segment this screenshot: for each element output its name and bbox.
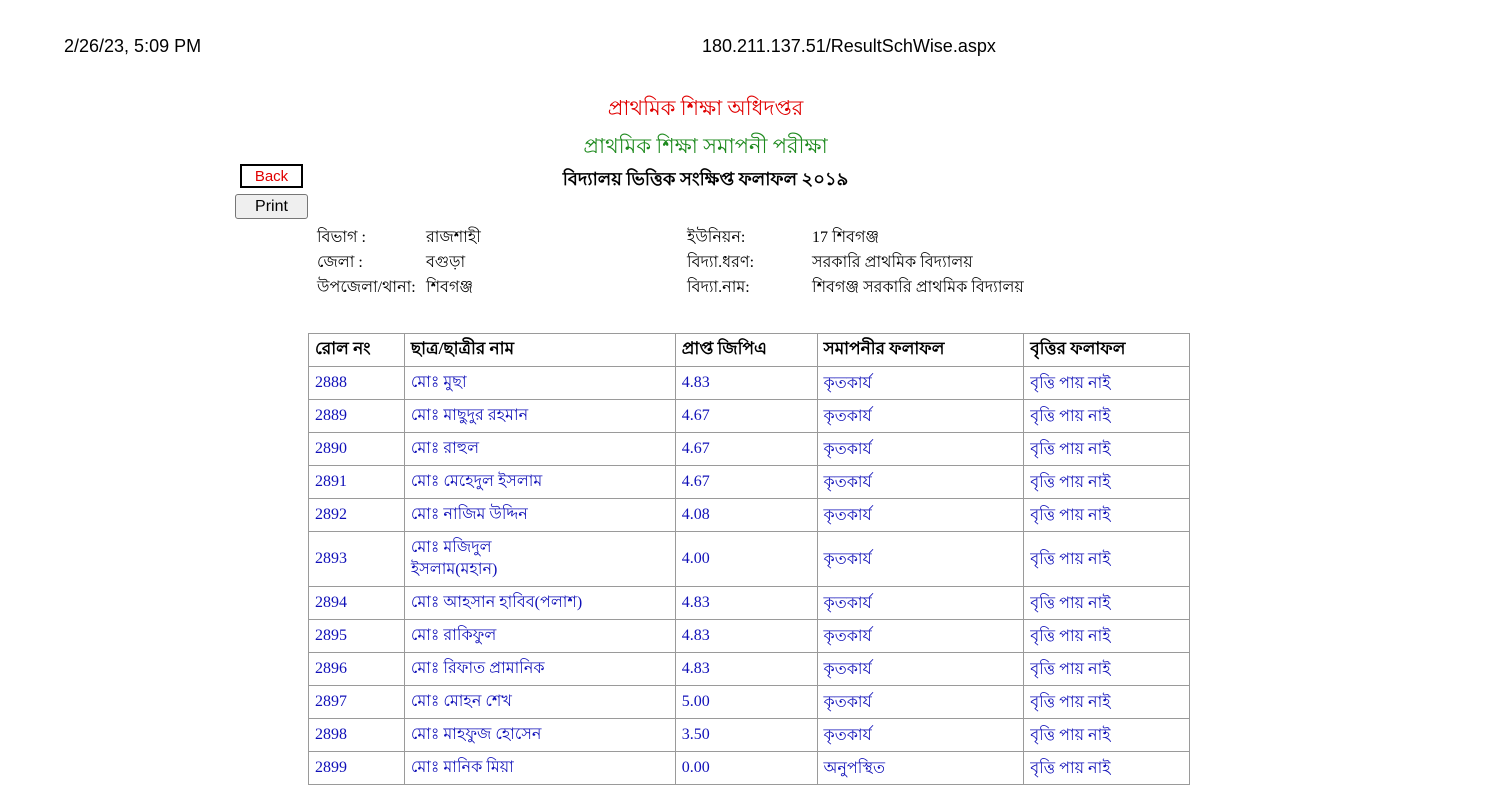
result-cell: কৃতকার্য <box>817 532 1024 587</box>
roll-cell: 2889 <box>309 400 405 433</box>
scholarship-cell: বৃত্তি পায় নাই <box>1024 719 1190 752</box>
scholarship-cell: বৃত্তি পায় নাই <box>1024 433 1190 466</box>
name-cell: মোঃ রাকিফুল <box>404 620 675 653</box>
roll-cell: 2892 <box>309 499 405 532</box>
scholarship-cell: বৃত্তি পায় নাই <box>1024 499 1190 532</box>
table-row <box>309 686 1190 719</box>
name-cell: মোঃ আহসান হাবিব(পলাশ) <box>404 587 675 620</box>
roll-cell: 2896 <box>309 653 405 686</box>
name-cell: মোঃ মজিদুল ইসলাম(মহান) <box>404 532 675 587</box>
results-table <box>308 333 1190 785</box>
table-row <box>309 719 1190 752</box>
union-value: 17 শিবগঞ্জ <box>812 229 880 246</box>
school-name-label: বিদ্যা.নাম: <box>687 279 750 296</box>
name-cell: মোঃ মেহেদুল ইসলাম <box>404 466 675 499</box>
name-cell: মোঃ মাহফুজ হোসেন <box>404 719 675 752</box>
gpa-cell: 4.83 <box>675 587 817 620</box>
school-type-value: সরকারি প্রাথমিক বিদ্যালয় <box>812 254 973 271</box>
division-value: রাজশাহী <box>426 229 481 246</box>
result-cell: কৃতকার্য <box>817 466 1024 499</box>
header-scholarship: বৃত্তির ফলাফল <box>1024 334 1190 367</box>
roll-cell: 2894 <box>309 587 405 620</box>
table-row <box>309 499 1190 532</box>
table-row <box>309 433 1190 466</box>
result-cell: অনুপস্থিত <box>817 752 1024 785</box>
gpa-cell: 4.67 <box>675 433 817 466</box>
table-row <box>309 620 1190 653</box>
school-name-value: শিবগঞ্জ সরকারি প্রাথমিক বিদ্যালয় <box>812 279 1024 296</box>
back-button[interactable]: Back <box>240 164 303 188</box>
roll-cell: 2888 <box>309 367 405 400</box>
roll-cell: 2890 <box>309 433 405 466</box>
print-button[interactable]: Print <box>235 194 308 219</box>
gpa-cell: 4.67 <box>675 466 817 499</box>
result-cell: কৃতকার্য <box>817 587 1024 620</box>
name-cell: মোঃ মোহন শেখ <box>404 686 675 719</box>
roll-cell: 2897 <box>309 686 405 719</box>
result-cell: কৃতকার্য <box>817 686 1024 719</box>
union-label: ইউনিয়ন: <box>687 229 746 246</box>
result-cell: কৃতকার্য <box>817 620 1024 653</box>
upazila-label: উপজেলা/থানা: <box>317 279 416 296</box>
name-cell: মোঃ নাজিম উদ্দিন <box>404 499 675 532</box>
scholarship-cell: বৃত্তি পায় নাই <box>1024 367 1190 400</box>
scholarship-cell: বৃত্তি পায় নাই <box>1024 752 1190 785</box>
result-cell: কৃতকার্য <box>817 499 1024 532</box>
gpa-cell: 4.83 <box>675 653 817 686</box>
scholarship-cell: বৃত্তি পায় নাই <box>1024 620 1190 653</box>
scholarship-cell: বৃত্তি পায় নাই <box>1024 587 1190 620</box>
district-label: জেলা : <box>317 254 363 271</box>
roll-cell: 2898 <box>309 719 405 752</box>
gpa-cell: 4.83 <box>675 620 817 653</box>
gpa-cell: 4.00 <box>675 532 817 587</box>
district-value: বগুড়া <box>426 254 466 271</box>
name-cell: মোঃ রাহুল <box>404 433 675 466</box>
table-row <box>309 752 1190 785</box>
table-row <box>309 367 1190 400</box>
scholarship-cell: বৃত্তি পায় নাই <box>1024 653 1190 686</box>
gpa-cell: 4.83 <box>675 367 817 400</box>
roll-cell: 2899 <box>309 752 405 785</box>
roll-cell: 2895 <box>309 620 405 653</box>
gpa-cell: 4.08 <box>675 499 817 532</box>
print-datetime: 2/26/23, 5:09 PM <box>64 36 202 56</box>
gpa-cell: 3.50 <box>675 719 817 752</box>
name-cell: মোঃ মানিক মিয়া <box>404 752 675 785</box>
result-cell: কৃতকার্য <box>817 719 1024 752</box>
header-roll: রোল নং <box>309 334 405 367</box>
header-result: সমাপনীর ফলাফল <box>817 334 1024 367</box>
table-row <box>309 532 1190 587</box>
scholarship-cell: বৃত্তি পায় নাই <box>1024 686 1190 719</box>
name-cell: মোঃ মুছা <box>404 367 675 400</box>
gpa-cell: 5.00 <box>675 686 817 719</box>
name-cell: মোঃ রিফাত প্রামানিক <box>404 653 675 686</box>
scholarship-cell: বৃত্তি পায় নাই <box>1024 532 1190 587</box>
directorate-title: প্রাথমিক শিক্ষা অধিদপ্তর <box>607 96 804 120</box>
result-cell: কৃতকার্য <box>817 367 1024 400</box>
exam-title: প্রাথমিক শিক্ষা সমাপনী পরীক্ষা <box>583 134 828 158</box>
table-row <box>309 587 1190 620</box>
table-row <box>309 653 1190 686</box>
header-gpa: প্রাপ্ত জিপিএ <box>675 334 817 367</box>
scholarship-cell: বৃত্তি পায় নাই <box>1024 466 1190 499</box>
upazila-value: শিবগঞ্জ <box>426 279 474 296</box>
school-type-label: বিদ্যা.ধরণ: <box>687 254 755 271</box>
scholarship-cell: বৃত্তি পায় নাই <box>1024 400 1190 433</box>
result-cell: কৃতকার্য <box>817 653 1024 686</box>
table-header-row <box>309 334 1190 367</box>
table-row <box>309 466 1190 499</box>
name-cell: মোঃ মাছুদুর রহমান <box>404 400 675 433</box>
roll-cell: 2893 <box>309 532 405 587</box>
gpa-cell: 0.00 <box>675 752 817 785</box>
print-url: 180.211.137.51/ResultSchWise.aspx <box>702 36 996 56</box>
division-label: বিভাগ : <box>317 229 366 246</box>
gpa-cell: 4.67 <box>675 400 817 433</box>
header-name: ছাত্র/ছাত্রীর নাম <box>404 334 675 367</box>
roll-cell: 2891 <box>309 466 405 499</box>
table-row <box>309 400 1190 433</box>
report-title: বিদ্যালয় ভিত্তিক সংক্ষিপ্ত ফলাফল ২০১৯ <box>562 169 849 189</box>
result-cell: কৃতকার্য <box>817 433 1024 466</box>
result-cell: কৃতকার্য <box>817 400 1024 433</box>
